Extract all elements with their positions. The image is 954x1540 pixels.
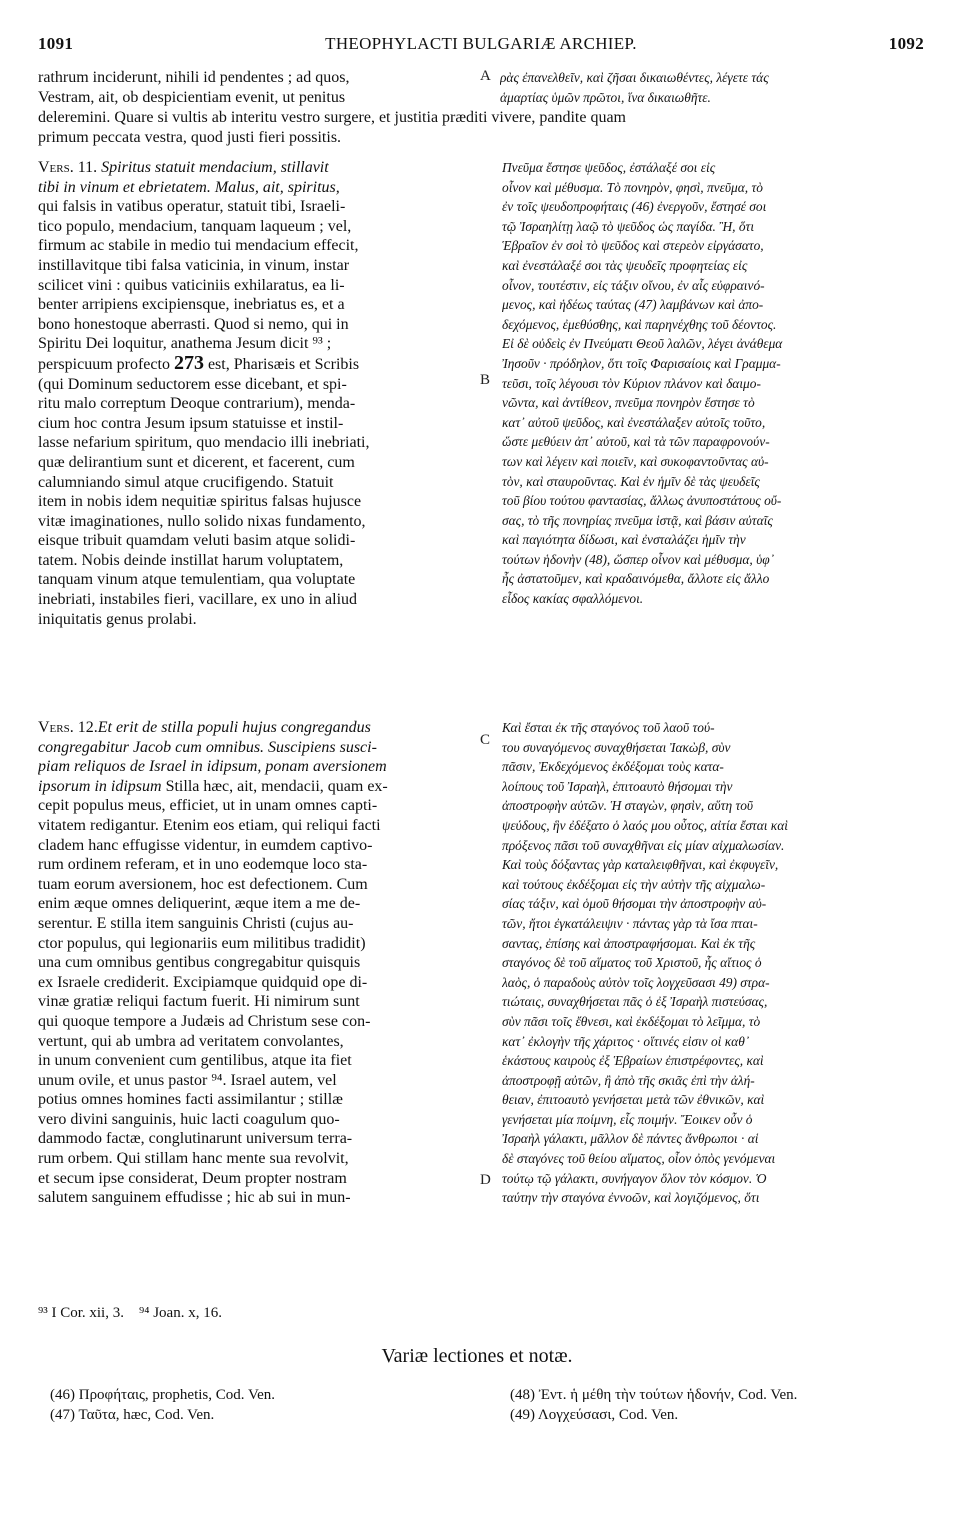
text-line: cladem hanc effugisse videntur, in eumdem captivo- — [38, 836, 373, 854]
footnote-93: ⁹³ I Cor. xii, 3. — [38, 1305, 124, 1321]
text-line: una cum omnibus gentibus congregabitur quisquis — [38, 954, 361, 972]
text-line: των καὶ λέγειν καὶ ποιεῖν, καὶ συκοφαντοῦντας αὐ- — [502, 453, 769, 469]
text-line: πρόξενος πᾶσι τοῦ συναχθῆναι εἰς μίαν αἰχμαλωσίαν. — [502, 837, 785, 853]
text-line: σας, τὸ τῆς πονηρίας πνεῦμα ἱστᾷ, καὶ βάσιν αὐταῖς — [502, 512, 773, 528]
verse-heading — [38, 718, 474, 738]
text-line: ex Israele crediderit. Excipiamque quidquid ope di- — [38, 973, 368, 991]
variae-title: Variæ lectiones et notæ. — [381, 1345, 573, 1367]
text-line: Vestram, ait, ob despicientiam evenit, ut penitus — [38, 88, 346, 106]
text-line: rathrum inciderunt, nihili id pendentes ; ad quos, — [38, 69, 350, 86]
text-line: δεχόμενος, ἐμεθύσθης, καὶ παρηνέχθης τοῦ δέοντος. — [502, 316, 777, 332]
footnotes — [38, 1305, 458, 1322]
text-line: ἧς ἀστατοῦμεν, καὶ κραδαινόμεθα, ἄλλοτε εἰς ἄλλο — [502, 571, 770, 587]
text-line: salutem sanguinem effudisse ; hic ab sui in mun- — [38, 1189, 351, 1207]
text-line: καὶ ἐνεστάλαξέ σοι τὰς ψευδεῖς προφητείας εἰς — [502, 257, 748, 273]
variant-note-47: (47) Ταῦτα, hæc, Cod. Ven. — [50, 1407, 215, 1423]
text-line: vitæ imaginationes, nullo solido nixas fundamento, — [38, 512, 366, 530]
text-line: τεῦσι, τοῖς λέγουσι τὸν Κύριον πλάνον καὶ δαιμο- — [502, 375, 761, 391]
text-line: et secum ipse considerat, Deum propter nostram — [38, 1169, 347, 1187]
text-line: Ἰησοῦν · πρόδηλον, ὅτι τοῖς Φαρισαίοις καὶ Γραμμα- — [502, 355, 781, 371]
text-line: Καὶ ἔσται ἐκ τῆς σταγόνος τοῦ λαοῦ τού- — [502, 720, 715, 735]
top-greek — [500, 68, 922, 107]
text-line: potius omnes homines facti assimilantur ; stillæ — [38, 1091, 343, 1109]
text-line: νῶντα, καὶ ἀντίθεον, πνεῦμα πονηρὸν ἔστησε τὸ — [502, 395, 755, 411]
text-line: qui falsis in vatibus operatur, statuit tibi, Israeli- — [38, 198, 346, 216]
text-line: σὺν πᾶσι τοῖς ἔθνεσι, καὶ ἐκδέξομαι τὸ λεῖμμα, τὸ — [502, 1013, 761, 1029]
text-line: Ἰσραὴλ γάλακτι, μᾶλλον δὲ πάντες ἄνθρωποι · αἱ — [502, 1131, 759, 1147]
text-line: vero divini sanguinis, huic lacti coagulum quo- — [38, 1110, 340, 1128]
text-line: πᾶσιν, Ἐκδεχόμενος ἐκδέξομαι τοὺς κατα- — [502, 759, 724, 775]
text-line: Καὶ τοὺς δόξαντας γὰρ καταλειφθῆναι, καὶ ἐκφυγεῖν, — [502, 857, 779, 873]
text-line: τιώταις, συναχθήσεται πᾶς ὁ ἐξ Ἰσραὴλ πιστεύσας, — [502, 994, 768, 1010]
text-line — [38, 777, 474, 797]
text-line: θειαν, ἐπιτοαυτὸ γενήσεται μετὰ τῶν ἐθνικῶν, καὶ — [502, 1092, 765, 1108]
text-line: σταγόνος δὲ τοῦ αἵματος τοῦ Χριστοῦ, ἧς αἴτιος ὁ — [502, 955, 762, 971]
text-line: (qui Dominum seductorem esse dicebant, et spi- — [38, 375, 347, 393]
verse-label: Vers. 12. — [38, 719, 98, 736]
text-line: cium hoc contra Jesum ipsum statuisse et instil- — [38, 414, 344, 432]
text-line: ταύτην τὴν σταγόνα ἐννοῶν, καὶ λογιζόμενος, ὅτι — [502, 1190, 760, 1206]
text-fragment: ipsorum in idipsum — [38, 777, 162, 795]
text-line: inebriati, instabiles fieri, vacillare, ex uno in aliud — [38, 591, 358, 609]
text-line: Ἑβραῖον ἐν σοὶ τὸ ψεῦδος καὶ στερεὸν εἰργάσατο, — [502, 238, 764, 254]
latin-column-v11 — [38, 158, 474, 629]
text-line: μενος, καὶ ἡδέως ταύτας (47) λαμβάνων καὶ ἀπο- — [502, 297, 764, 313]
text-line: τῷ Ἰσραηλίτῃ λαῷ τὸ ψεῦδος ὡς παγίδα. Ἢ, ὅτι — [502, 218, 755, 234]
text-line: vinæ gratiæ reliqui factum fuerit. Hi nimirum sunt — [38, 993, 360, 1011]
text-line: firmum ac stabile in medio tui mendacium effecit, — [38, 237, 359, 255]
text-line: ἑκάστους καιροὺς ἐξ Ἑβραίων ἐπιστρέφοντες, καὶ — [502, 1053, 764, 1069]
text-line — [38, 178, 474, 198]
page-number-right: 1092 — [888, 34, 924, 53]
text-line: Spiritu Dei loquitur, anathema Jesum dicit ⁹³ ; — [38, 335, 332, 353]
text-line: κατ᾽ αὐτοῦ ψεῦδος, καὶ ἐνεστάλαξεν αὐτοῖς τοῦτο, — [502, 414, 766, 430]
text-line: καὶ παγιότητα δίδωσι, καὶ ἐνσταλάζει ἡμῖν τὴν — [502, 532, 746, 548]
text-line: qui quoque tempore a Judæis ad Christum sese con- — [38, 1012, 371, 1030]
variant-note-49: (49) Λογχεύσασι, Cod. Ven. — [510, 1407, 679, 1423]
text-line-content: tibi in vinum et ebrietatem. Malus, ait, spiritus, — [38, 178, 340, 196]
text-line: iniquitatis genus prolabi. — [38, 610, 197, 628]
text-line: ρὰς ἐπανελθεῖν, καὶ ζῆσαι δικαιωθέντες, λέγετε τάς — [500, 70, 769, 85]
text-line: congregabitur Jacob cum omnibus. Suscipiens susci- — [38, 738, 377, 756]
text-line: deleremini. Quare si vultis ab interitu vestro surgere, et justitia præditi vivere, pandite quam — [38, 109, 626, 126]
verse-label: Vers. 11. — [38, 159, 98, 176]
top-full-width — [38, 108, 918, 147]
text-line: ἁμαρτίας ὑμῶν πρῶτοι, ἵνα δικαιωθῆτε. — [500, 89, 711, 105]
text-line: rum ordinem referam, et in uno eodemque loco sta- — [38, 856, 368, 874]
greek-column-v12 — [502, 718, 922, 1208]
column-marker-b: B — [480, 372, 491, 388]
text-line: rum orbem. Qui stillam hanc mente sua revolvit, — [38, 1150, 349, 1168]
text-line: cepit populus meus, efficiet, ut in unam omnes capti- — [38, 797, 378, 815]
text-line: vertunt, qui ab umbra ad veritatem convolantes, — [38, 1032, 344, 1050]
text-line: σαντας, ἐπίσης καὶ ἀποστραφήσομαι. Καὶ ἐκ τῆς — [502, 935, 756, 951]
column-marker-d: D — [480, 1172, 491, 1188]
text-line: serentur. E stilla item sanguinis Christi (cujus au- — [38, 914, 354, 932]
text-line: λοίπους τοῦ Ἰσραὴλ, ἐπιτοαυτὸ θήσομαι τὴν — [502, 778, 733, 794]
text-line: ἐν τοῖς ψευδοπροφήταις (46) ἐνεργοῦν, ἔστησέ σοι — [502, 199, 767, 215]
text-line: ritu malo correptum Deoque contrarium), menda- — [38, 395, 356, 413]
text-line: σίας τάξιν, καὶ ὁμοῦ θήσομαι τὴν ἀποστροφὴν αὐ- — [502, 896, 767, 912]
latin-column-v12 — [38, 718, 474, 1208]
text-line: quæ delirantium sunt et dicerent, et facerent, cum — [38, 453, 355, 471]
text-line: bono honestoque aberrasti. Quod si nemo, qui in — [38, 315, 349, 333]
text-line: tatem. Nobis deinde instillat harum voluptatem, — [38, 551, 344, 569]
text-line: item in nobis idem nequitiæ spiritus falsas hujusce — [38, 493, 362, 511]
column-number: 273 — [173, 353, 204, 374]
verse-heading — [38, 158, 474, 178]
text-line: τὸν, καὶ σταυροῦντας. Καὶ ἐν ἡμῖν δὲ τὰς ψευδεῖς — [502, 473, 760, 489]
text-line — [38, 354, 474, 375]
top-latin — [38, 68, 474, 107]
text-line: λαὸς, ὁ παραδοὺς αὐτὸν τοῖς λογχεῦσασι 49) στρα- — [502, 974, 770, 990]
text-line: ἀποστροφῇ αὐτῶν, ἢ ἀπὸ τῆς σκιᾶς ἐπὶ τὴν ἀλή- — [502, 1072, 755, 1088]
column-marker-c: C — [480, 732, 491, 748]
running-head — [38, 34, 924, 54]
text-line: lasse nefarium spiritum, quo mendacio illi inebriati, — [38, 434, 370, 452]
text-line: τούτων ἡδονὴν (48), ὥσπερ οἶνον καὶ μέθυσμα, ὑφ᾽ — [502, 551, 775, 567]
page-number-left: 1091 — [38, 34, 74, 53]
text-line: Πνεῦμα ἔστησε ψεῦδος, ἐστάλαξέ σοι εἰς — [502, 160, 716, 175]
text-line: scilicet vini : quibus vaticiniis exhilaratus, ea li- — [38, 276, 345, 294]
text-line: enim æque omnes deliquerint, æque item a me de- — [38, 895, 361, 913]
verse-text: Spiritus statuit mendacium, stillavit — [101, 159, 329, 176]
text-line: dammodo factæ, conglutinarunt universum terra- — [38, 1130, 353, 1148]
text-line: tuam eorum aversionem, hoc est defectionem. Cum — [38, 875, 368, 893]
text-line: δὲ σταγόνες τοῦ θείου αἵματος, οἷον ὀπὸς γενόμεναι — [502, 1151, 776, 1167]
text-line: τοῦ βίου τούτου φαντασίας, ἄλλως ἀνυποστάτους οὔ- — [502, 493, 782, 509]
text-line: εἶδος κακίας σφαλλόμενοι. — [502, 591, 644, 607]
column-marker-a: A — [480, 68, 491, 84]
verse-text: Et erit de stilla populi hujus congregandus — [97, 719, 371, 736]
text-line: ψεύδους, ἣν ἐδέξατο ὁ λαός μου οὗτος, αἰτία ἔσται καὶ — [502, 817, 788, 833]
text-line: ὥστε μεθύειν ἀπ᾽ αὐτοῦ, καὶ τὰ τῶν παραφρονούν- — [502, 434, 770, 450]
text-line: tico populo, mendacium, tanquam laqueum ; vel, — [38, 217, 352, 235]
variant-note-46: (46) Προφήταις, prophetis, Cod. Ven. — [50, 1387, 276, 1403]
footnote-94: ⁹⁴ Joan. x, 16. — [138, 1305, 222, 1321]
running-title: THEOPHYLACTI BULGARIÆ ARCHIEP. — [325, 34, 637, 53]
text-line: eisque tribuit quamdam veluti basim atque solidi- — [38, 532, 356, 550]
text-line: Εἰ δὲ οὐδεὶς ἐν Πνεύματι Θεοῦ λαλῶν, λέγει ἀνάθεμα — [502, 336, 783, 352]
text-line: piam reliquos de Israel in idipsum, ponam aversionem — [38, 758, 387, 776]
greek-column-v11 — [502, 158, 922, 609]
text-line: κατ᾽ ἐκλογὴν τῆς χάριτος · οἵτινές εἰσιν οἱ καθ᾽ — [502, 1033, 750, 1049]
text-line: καὶ τούτους ἐκδέξομαι εἰς τὴν αὐτὴν τῆς αἰχμαλω- — [502, 876, 766, 892]
text-line: primum peccata vestra, quod justi fieri possitis. — [38, 128, 342, 146]
text-fragment: Stilla hæc, ait, mendacii, quam ex- — [161, 777, 388, 795]
text-line: unum ovile, et unus pastor ⁹⁴. Israel autem, vel — [38, 1071, 337, 1089]
text-line: ctor populus, qui legionariis eum militibus tradidit) — [38, 934, 366, 952]
text-line: οἶνον καὶ μέθυσμα. Τὸ πονηρὸν, φησὶ, πνεῦμα, τὸ — [502, 179, 763, 195]
text-line: οἶνον, τουτέστιν, εἰς τάξιν οἴνου, ἐν αἷς εὐφραινό- — [502, 277, 765, 293]
text-line: vitatem redigantur. Etenim eos etiam, qui reliqui facti — [38, 816, 381, 834]
text-line: benter arripiens excipiensque, inebriatus es, et a — [38, 296, 345, 314]
text-fragment: est, Pharisæis et Scribis — [203, 355, 360, 373]
text-line: tanquam vinum atque temulentiam, qua voluptate — [38, 571, 356, 589]
variant-note-48: (48) Ἐντ. ἡ μέθη τὴν τούτων ἡδονήν, Cod. Ven. — [510, 1387, 798, 1403]
text-line: τῶν, ἤτοι ἐγκατάλειψιν · πάντας γὰρ τὰ ἴσα πται- — [502, 915, 758, 931]
text-line: calumniando simul atque crucifigendo. Statuit — [38, 473, 334, 491]
text-fragment: perspicuum profecto — [38, 355, 174, 373]
text-line: του συναγόμενος συναχθήσεται Ἰακὼβ, σὺν — [502, 739, 731, 755]
text-line: τούτῳ τῷ γάλακτι, συνήγαγον ὅλον τὸν κόσμον. Ὁ — [502, 1170, 767, 1186]
text-line: γενήσεται μία ποίμνη, εἷς ποιμήν. Ἔοικεν οὖν ὁ — [502, 1111, 753, 1127]
text-line: in unum convenient cum gentilibus, atque ita fiet — [38, 1052, 352, 1070]
text-line: ἀποστροφὴν αὐτῶν. Ἡ σταγὼν, φησὶν, αὕτη τοῦ — [502, 798, 754, 814]
text-line: instillavitque tibi falsa vaticinia, in vinum, instar — [38, 256, 350, 274]
